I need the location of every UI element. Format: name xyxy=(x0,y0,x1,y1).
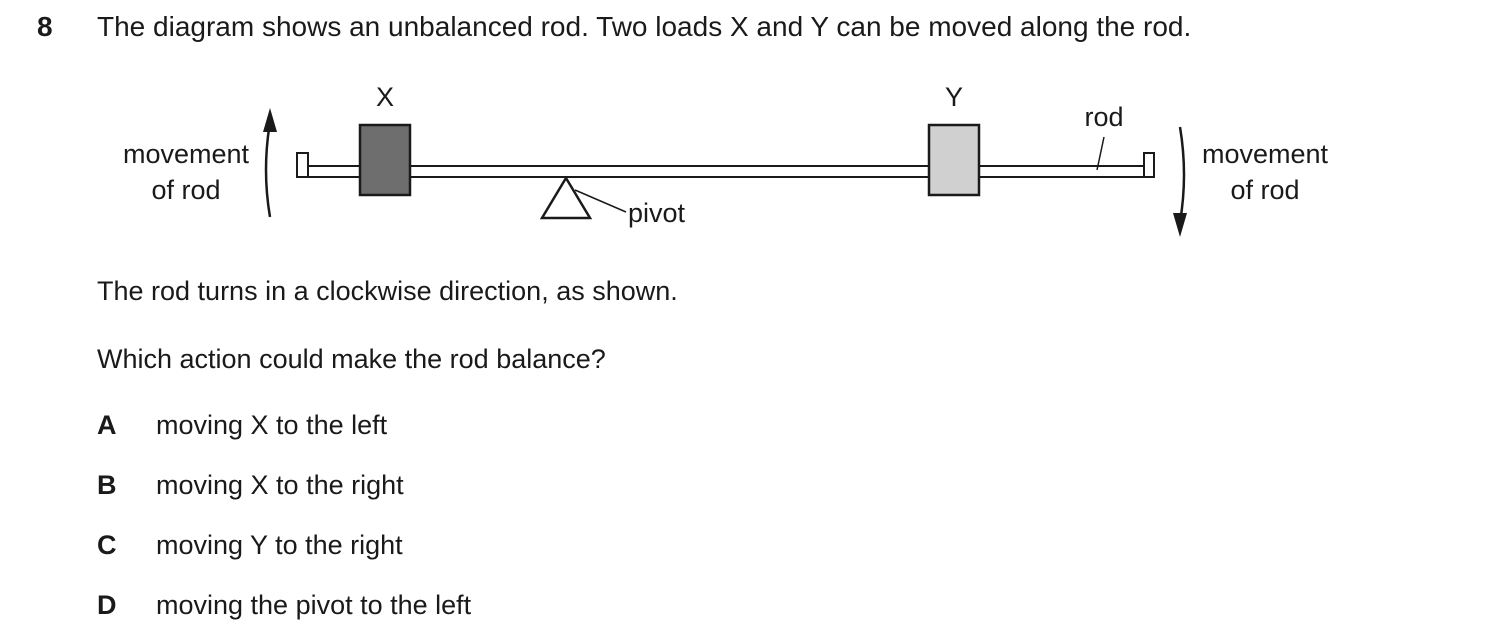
question-statement: The rod turns in a clockwise direction, as shown. xyxy=(97,276,678,306)
left-arrow-head xyxy=(263,108,277,132)
load-y xyxy=(929,125,979,195)
load-x-label: X xyxy=(375,82,395,112)
option-letter: B xyxy=(97,470,117,500)
option-a xyxy=(97,410,387,441)
option-text: moving Y to the right xyxy=(156,530,403,560)
option-letter: C xyxy=(97,530,117,560)
question-stem: The diagram shows an unbalanced rod. Two loads X and Y can be moved along the rod. xyxy=(97,11,1192,42)
option-d xyxy=(97,590,471,621)
left-movement-label-line1: movement xyxy=(122,139,250,169)
option-text: moving the pivot to the left xyxy=(156,590,472,620)
option-letter: D xyxy=(97,590,117,620)
right-movement-arrow xyxy=(1180,127,1184,222)
load-y-label: Y xyxy=(944,82,964,112)
load-x xyxy=(360,125,410,195)
right-movement-label-line1: movement xyxy=(1201,139,1329,169)
left-movement-label-line2: of rod xyxy=(151,175,221,205)
option-text: moving X to the right xyxy=(156,470,404,500)
left-movement-arrow xyxy=(266,122,270,217)
rod xyxy=(308,166,1144,177)
option-text: moving X to the left xyxy=(156,410,388,440)
option-b xyxy=(97,470,404,501)
rod-label: rod xyxy=(1084,102,1124,132)
right-arrow-head xyxy=(1173,213,1187,237)
question-number: 8 xyxy=(37,11,53,42)
pivot-triangle xyxy=(542,178,590,218)
pivot-label: pivot xyxy=(628,198,686,228)
right-movement-label-line2: of rod xyxy=(1230,175,1300,205)
rod-end-right xyxy=(1144,153,1154,177)
rod-end-left xyxy=(297,153,308,177)
question-prompt: Which action could make the rod balance? xyxy=(97,344,606,374)
option-c xyxy=(97,530,403,561)
option-letter: A xyxy=(97,410,117,440)
